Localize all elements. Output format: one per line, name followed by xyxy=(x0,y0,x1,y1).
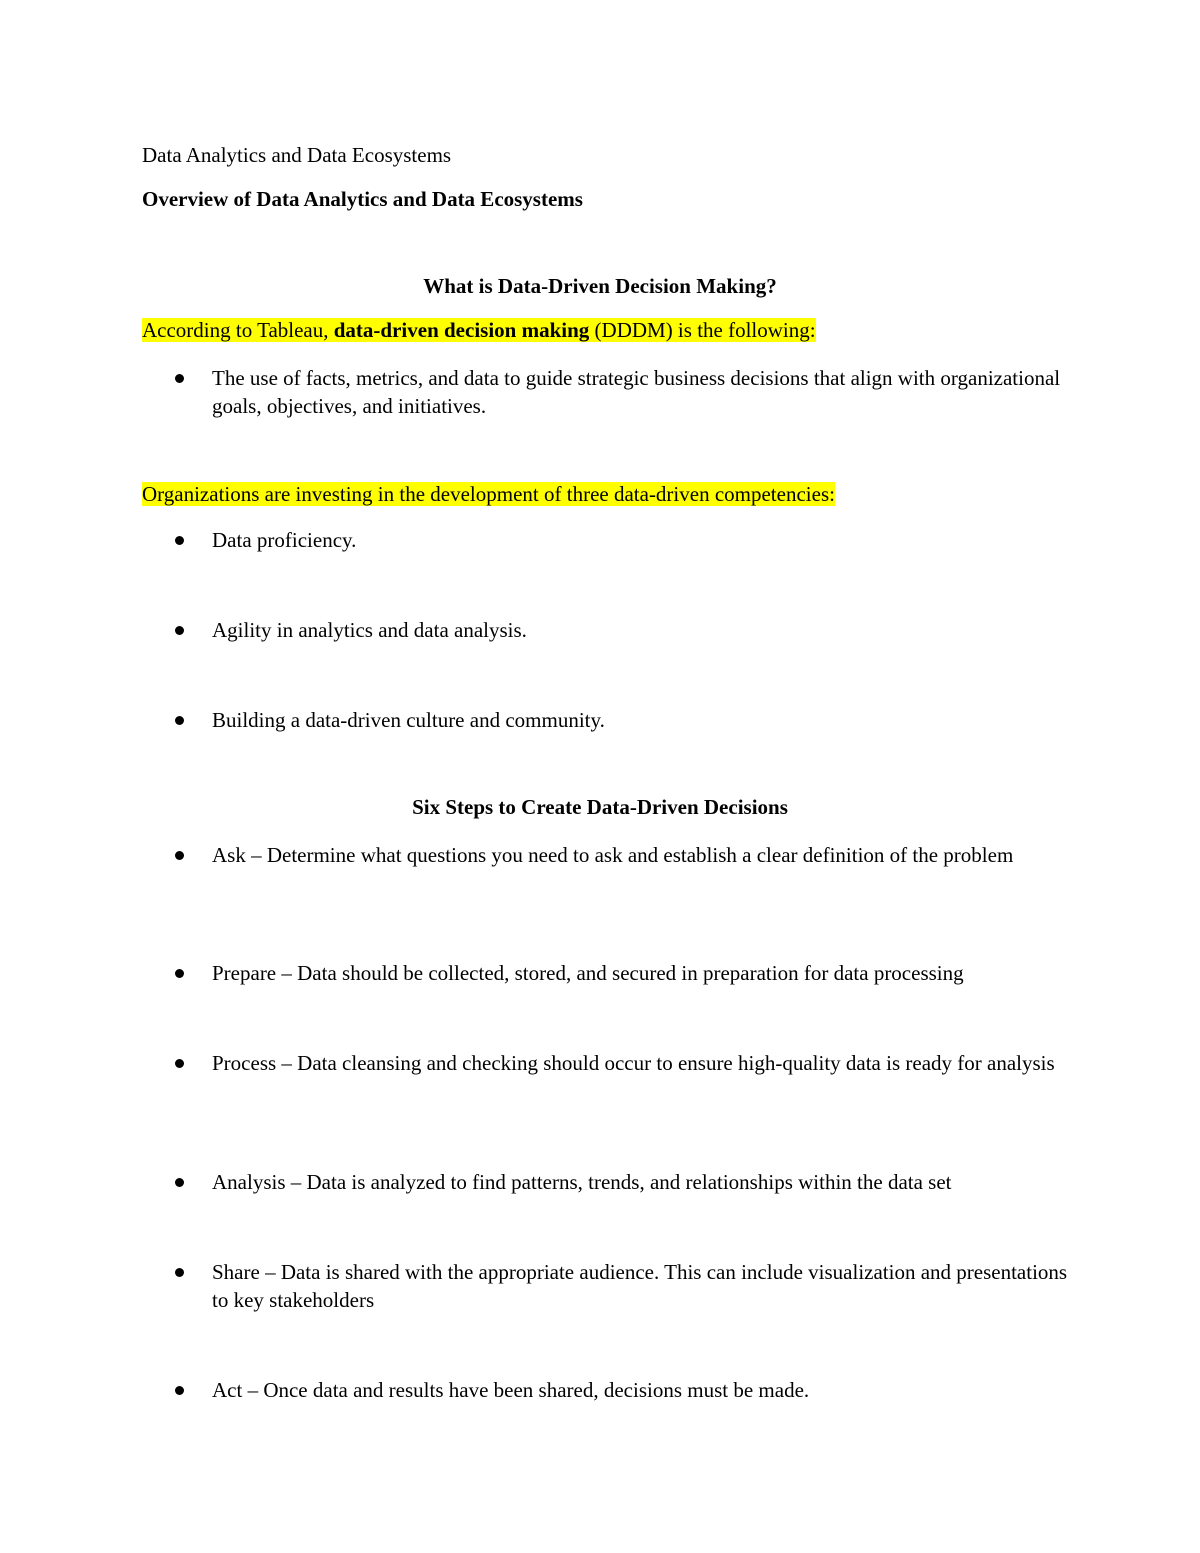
list-item xyxy=(142,706,1062,734)
list-item xyxy=(142,1168,1062,1196)
competency-text: Data proficiency. xyxy=(212,528,357,552)
list-item xyxy=(142,841,1062,897)
bullet-icon xyxy=(175,626,184,635)
step-text: Analysis – Data is analyzed to find patterns, trends, and relationships within the data set xyxy=(212,1170,952,1194)
bullet-icon xyxy=(175,536,184,545)
bullet-icon xyxy=(175,969,184,978)
overview-heading: Overview of Data Analytics and Data Ecosystems xyxy=(142,187,583,211)
list-item xyxy=(142,364,1062,420)
bullet-icon xyxy=(175,1059,184,1068)
dddm-intro-bold-term: data-driven decision making xyxy=(333,318,590,342)
competency-text: Building a data-driven culture and community. xyxy=(212,708,605,732)
step-text: Share – Data is shared with the appropriate audience. This can include visualization and presentations to key stakeholders xyxy=(212,1260,1068,1312)
list-item xyxy=(142,1376,1062,1404)
list-item xyxy=(142,1049,1062,1105)
section-heading-six-steps: Six Steps to Create Data-Driven Decisions xyxy=(412,795,788,819)
bullet-icon xyxy=(175,851,184,860)
list-item xyxy=(142,526,1062,554)
list-item xyxy=(142,959,1062,987)
step-text: Ask – Determine what questions you need to ask and establish a clear definition of the problem xyxy=(212,843,1014,867)
section-heading-dddm: What is Data-Driven Decision Making? xyxy=(423,274,777,298)
dddm-intro-part1: According to Tableau, xyxy=(142,318,334,342)
competency-text: Agility in analytics and data analysis. xyxy=(212,618,527,642)
document-title: Data Analytics and Data Ecosystems xyxy=(142,143,452,167)
list-item xyxy=(142,616,1062,644)
bullet-icon xyxy=(175,1178,184,1187)
bullet-icon xyxy=(175,716,184,725)
bullet-icon xyxy=(175,1268,184,1277)
step-text: Prepare – Data should be collected, stored, and secured in preparation for data processing xyxy=(212,961,964,985)
bullet-icon xyxy=(175,1386,184,1395)
list-item xyxy=(142,1258,1068,1314)
step-text: Process – Data cleansing and checking should occur to ensure high-quality data is ready for analysis xyxy=(212,1051,1055,1075)
competencies-intro xyxy=(142,480,835,508)
dddm-intro-part2: (DDDM) is the following: xyxy=(589,318,816,342)
step-text: Act – Once data and results have been shared, decisions must be made. xyxy=(212,1378,810,1402)
dddm-definition-text: The use of facts, metrics, and data to guide strategic business decisions that align with organizational goals, objectives, and initiatives. xyxy=(212,366,1061,418)
competencies-intro-text: Organizations are investing in the development of three data-driven competencies: xyxy=(142,482,835,506)
dddm-intro xyxy=(142,316,816,344)
bullet-icon xyxy=(175,374,184,383)
